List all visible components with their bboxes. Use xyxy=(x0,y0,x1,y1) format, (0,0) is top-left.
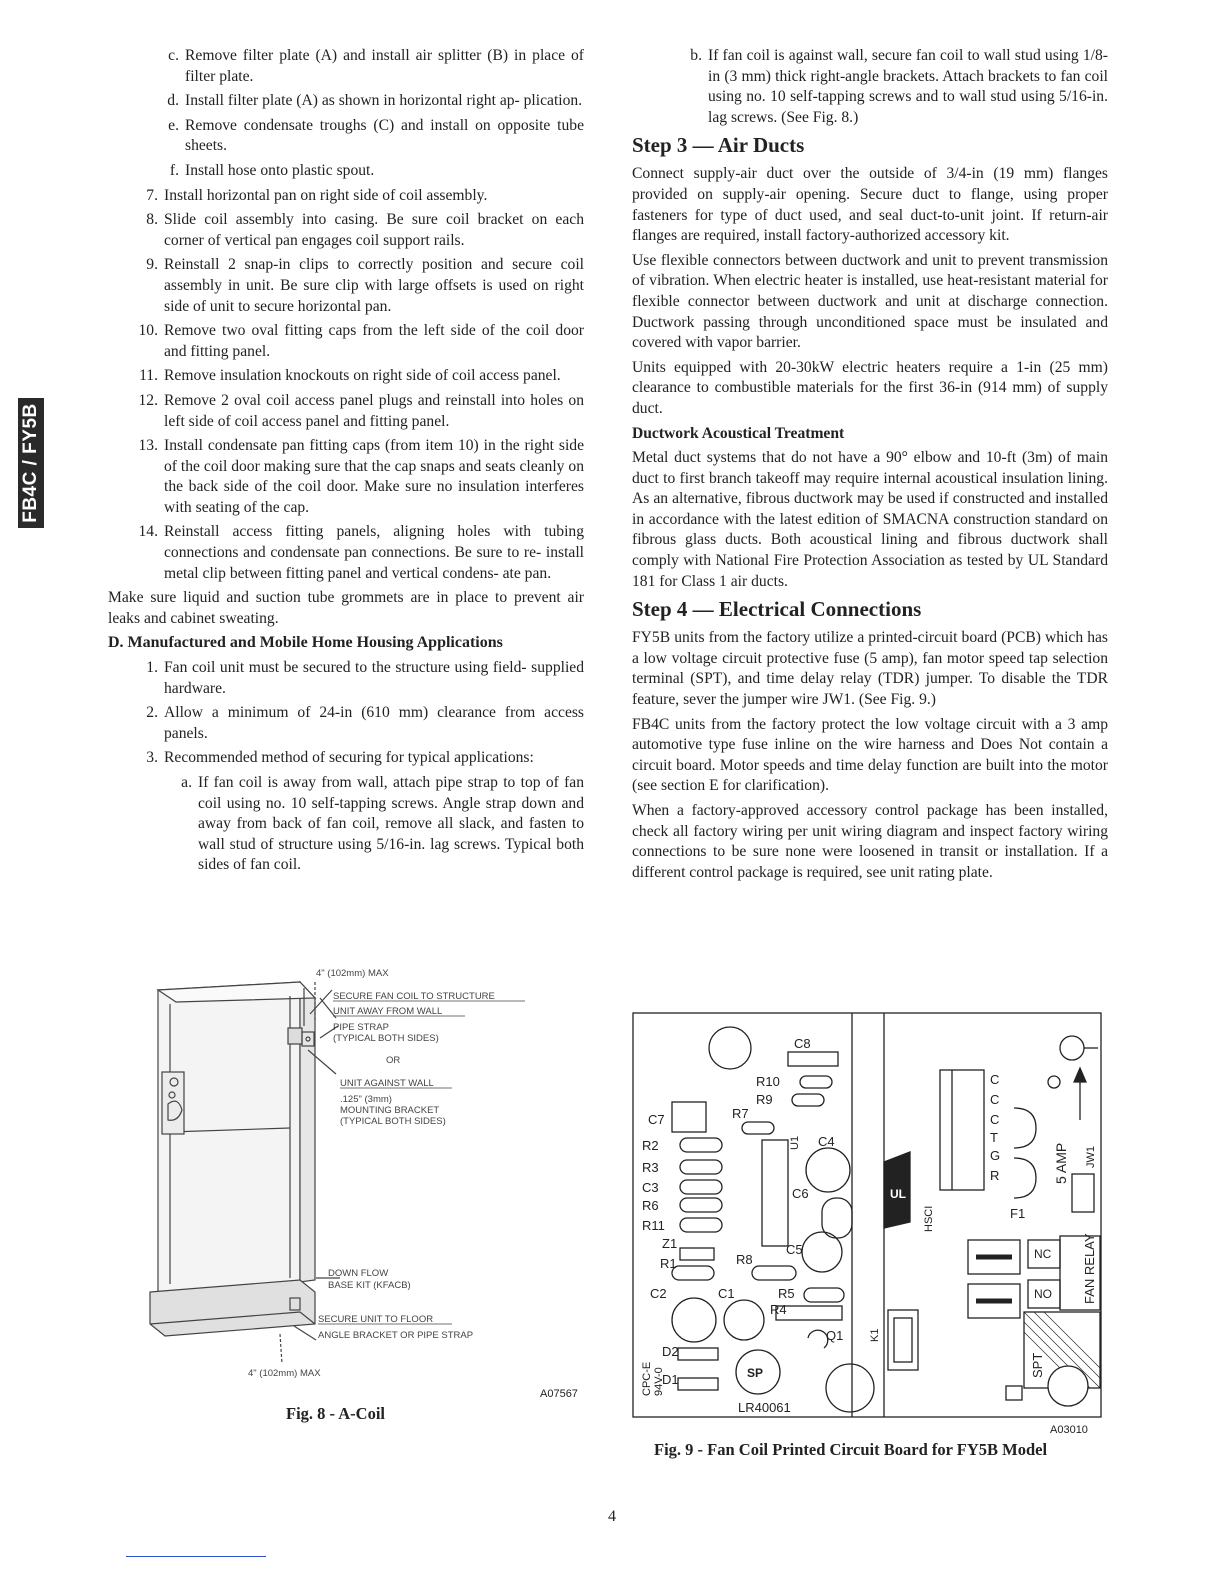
svg-text:C4: C4 xyxy=(818,1134,835,1149)
acoustic-para: Metal duct systems that do not have a 90° elbow and 10-ft (3m) of main duct to first branch takeoff may require internal acoustical insulation lining. As an alternative, fibrous ductwork may be used if constructed and installed in accordance with the latest edition of SMACNA construction standard on fibrous glass ducts. Both acoustical lining and fibrous ductwork shall comply with National Fire Protection Association as tested by UL Standard 181 for Class 1 air ducts. xyxy=(632,449,1108,590)
list-item: 11. Remove insulation knockouts on right side of coil access panel. xyxy=(139,367,561,385)
svg-text:C5: C5 xyxy=(786,1242,803,1257)
svg-text:94V-0: 94V-0 xyxy=(653,1367,665,1396)
fig8-pipe-strap-sub: (TYPICAL BOTH SIDES) xyxy=(333,1033,439,1044)
svg-text:C7: C7 xyxy=(648,1112,665,1127)
step3-heading: Step 3 — Air Ducts xyxy=(632,133,805,158)
svg-text:C: C xyxy=(990,1092,1000,1107)
list-item: 14. Reinstall access fitting panels, aligning holes with tubing connections and condensate pan connections. Be sure to re- install metal clip between fitting panel and vertical condens- ate pan. xyxy=(138,523,584,582)
svg-text:FAN RELAY: FAN RELAY xyxy=(1082,1233,1097,1304)
list-item: b. If fan coil is against wall, secure fan coil to wall stud using 1/8-in (3 mm) thick right-angle brackets. Attach brackets to fan coil using no. 10 self-tapping screws and to wall stud using 5/16-in. lag screws. (See Fig. 8.) xyxy=(690,47,1108,126)
fig8-pipe-strap: PIPE STRAP xyxy=(333,1022,389,1033)
left-column xyxy=(108,46,584,880)
svg-text:R1: R1 xyxy=(660,1256,677,1271)
svg-text:NC: NC xyxy=(1034,1247,1052,1261)
svg-text:F1: F1 xyxy=(1010,1206,1026,1221)
ic-u1 xyxy=(762,1140,788,1246)
svg-text:D2: D2 xyxy=(662,1344,679,1359)
cabinet-top xyxy=(158,982,315,1002)
side-tab xyxy=(18,398,44,528)
section-d-heading: D. Manufactured and Mobile Home Housing Applications xyxy=(108,634,503,652)
page-number: 4 xyxy=(608,1508,616,1525)
svg-text:R: R xyxy=(990,1168,1000,1183)
svg-text:NO: NO xyxy=(1034,1287,1052,1301)
svg-text:LR40061: LR40061 xyxy=(738,1400,791,1415)
svg-text:CPC-E: CPC-E xyxy=(641,1361,653,1396)
cabinet-side xyxy=(300,982,315,1282)
list-item: d. Install filter plate (A) as shown in horizontal right ap- plication. xyxy=(167,92,583,110)
svg-text:C2: C2 xyxy=(650,1286,667,1301)
fig8-caption: Fig. 8 - A-Coil xyxy=(286,1404,385,1423)
svg-text:D1: D1 xyxy=(662,1372,679,1387)
svg-text:C3: C3 xyxy=(642,1180,659,1195)
fan-coil-cabinet xyxy=(158,982,300,1292)
svg-text:JW1: JW1 xyxy=(1085,1146,1097,1168)
svg-text:SPT: SPT xyxy=(1030,1352,1045,1378)
fig8-base-kit: BASE KIT (KFACB) xyxy=(328,1280,411,1291)
section-d-list xyxy=(108,658,584,876)
svg-text:R4: R4 xyxy=(770,1302,787,1317)
svg-text:SP: SP xyxy=(747,1366,764,1380)
fig8-bracket-dim: .125" (3mm) xyxy=(340,1094,392,1105)
fig8-secure: SECURE FAN COIL TO STRUCTURE xyxy=(333,991,495,1002)
svg-text:G: G xyxy=(990,1148,1001,1163)
svg-text:R2: R2 xyxy=(642,1138,659,1153)
svg-text:C6: C6 xyxy=(792,1186,809,1201)
items-c-f xyxy=(108,46,584,182)
list-item: 9. Reinstall 2 snap-in clips to correctly position and secure coil assembly in unit. Be sure clip with large offsets is used on right side of unit to secure horizontal pan. xyxy=(146,256,584,315)
terminal-block xyxy=(940,1070,984,1190)
fig8-down-flow: DOWN FLOW xyxy=(328,1268,389,1279)
svg-text:C1: C1 xyxy=(718,1286,735,1301)
svg-text:C: C xyxy=(990,1112,1000,1127)
svg-text:R8: R8 xyxy=(736,1252,753,1267)
list-item: 8. Slide coil assembly into casing. Be sure coil bracket on each corner of vertical pan engages coil support rails. xyxy=(146,211,584,249)
svg-text:U1: U1 xyxy=(789,1135,801,1150)
fig9-code: A03010 xyxy=(1050,1424,1088,1436)
svg-text:Z1: Z1 xyxy=(662,1236,678,1251)
fig8-top-max: 4" (102mm) MAX xyxy=(316,968,389,979)
svg-text:R9: R9 xyxy=(756,1092,773,1107)
list-item: 10. Remove two oval fitting caps from the left side of the coil door and fitting panel. xyxy=(138,322,584,360)
fig8-bottom-max: 4" (102mm) MAX xyxy=(248,1368,321,1379)
list-item: e. Remove condensate troughs (C) and install on opposite tube sheets. xyxy=(168,116,584,155)
list-item: 2. Allow a minimum of 24-in (610 mm) clearance from access panels. xyxy=(146,704,584,742)
step4-para: FY5B units from the factory utilize a printed-circuit board (PCB) which has a low voltage circuit protective fuse (5 amp), fan motor speed tap selection terminal (SPT), and time delay relay (TDR) jumper. To disable the TDR feature, sever the jumper wire JW1. (See Fig. 9.) xyxy=(632,629,1108,709)
svg-text:C: C xyxy=(990,1072,1000,1087)
acoustic-heading: Ductwork Acoustical Treatment xyxy=(632,424,845,442)
fig9-caption: Fig. 9 - Fan Coil Printed Circuit Board for FY5B Model xyxy=(654,1440,1048,1459)
svg-text:R7: R7 xyxy=(732,1106,749,1121)
svg-text:K1: K1 xyxy=(869,1328,881,1342)
svg-text:R11: R11 xyxy=(642,1218,665,1233)
right-column xyxy=(632,46,1108,887)
step4-heading: Step 4 — Electrical Connections xyxy=(632,597,922,622)
svg-text:UL: UL xyxy=(890,1187,906,1201)
list-item: f. Install hose onto plastic spout. xyxy=(169,161,375,179)
step4-para: When a factory-approved accessory control package has been installed, check all factory wiring per unit wiring diagram and inspect factory wiring connections to be sure none were loosened in transit or installation. If a different control package is required, see unit rating plate. xyxy=(632,802,1108,881)
list-item: 1. Fan coil unit must be secured to the structure using field- supplied hardware. xyxy=(146,659,584,697)
svg-text:C8: C8 xyxy=(794,1036,811,1051)
svg-text:R5: R5 xyxy=(778,1286,795,1301)
fig8-secure-floor: SECURE UNIT TO FLOOR xyxy=(318,1314,434,1325)
list-item: 7. Install horizontal pan on right side of coil assembly. xyxy=(146,186,488,204)
step3-para: Units equipped with 20-30kW electric heaters require a 1-in (25 mm) clearance to combustible materials for the first 36-in (914 mm) of supply duct. xyxy=(632,358,1108,417)
fig8-unit-against: UNIT AGAINST WALL xyxy=(340,1078,434,1089)
list-item: 13. Install condensate pan fitting caps (from item 10) in the right side of the coil door making sure that the cap snaps and seats cleanly on the back side of the coil door. Make sure no insulation interferes with seating of the cap. xyxy=(138,437,584,516)
list-item: a. If fan coil is away from wall, attach pipe strap to top of fan coil using no. 10 self-tapping screws. Angle strap down and away from back of fan coil, remove all slack, and fasten to wall stud of structure using 5/16-in. lag screws. Typical both sides of fan coil. xyxy=(181,774,584,874)
fig8-diagram xyxy=(140,962,600,1402)
list-item: 3. Recommended method of securing for typical applications: xyxy=(146,749,534,767)
fig8-code: A07567 xyxy=(540,1388,578,1400)
list-item: 12. Remove 2 oval coil access panel plugs and reinstall into holes on left side of coil access panel and fitting panel. xyxy=(138,391,584,430)
svg-text:HSCI: HSCI xyxy=(923,1205,935,1232)
fig8-bracket: MOUNTING BRACKET xyxy=(340,1105,440,1116)
svg-text:Q1: Q1 xyxy=(826,1328,844,1343)
fig9-pcb-diagram xyxy=(632,1012,1102,1418)
svg-text:R3: R3 xyxy=(642,1160,659,1175)
step3-para: Use flexible connectors between ductwork and unit to prevent transmission of vibration. When electric heater is installed, use heat-resistant material for flexible connector between ductwork and unit at discharge connection. Ductwork passing through unconditioned space must be insulated and covered with vapor barrier. xyxy=(632,251,1108,352)
svg-text:T: T xyxy=(990,1130,998,1145)
svg-text:R10: R10 xyxy=(756,1074,780,1089)
svg-text:R6: R6 xyxy=(642,1198,659,1213)
step3-para: Connect supply-air duct over the outside of 3/4-in (19 mm) flanges provided on supply-air opening. Secure duct to flange, using proper fasteners for type of duct used, and seal duct-to-unit joint. If return-air flanges are required, install factory-authorized accessory kit. xyxy=(632,165,1108,245)
list-item: c. Remove filter plate (A) and install air splitter (B) in place of filter plate. xyxy=(168,47,584,85)
fig8-unit-away: UNIT AWAY FROM WALL xyxy=(333,1006,443,1017)
svg-text:5 AMP: 5 AMP xyxy=(1053,1142,1069,1184)
fig8-bracket-sub: (TYPICAL BOTH SIDES) xyxy=(340,1116,446,1127)
footer-rule xyxy=(126,1556,266,1557)
numbered-steps xyxy=(108,186,584,585)
grommet-note: Make sure liquid and suction tube grommets are in place to prevent air leaks and cabinet sweating. xyxy=(108,589,584,627)
fig8-or: OR xyxy=(386,1055,401,1066)
side-tab-label: FB4C / FY5B xyxy=(20,403,41,523)
fig8-angle-bracket: ANGLE BRACKET OR PIPE STRAP xyxy=(318,1330,474,1341)
step4-para: FB4C units from the factory protect the low voltage circuit with a 3 amp automotive type fuse inline on the wire harness and Does Not contain a circuit board. Motor speeds and time delay function are built into the motor (see section E for clarification). xyxy=(632,715,1108,795)
